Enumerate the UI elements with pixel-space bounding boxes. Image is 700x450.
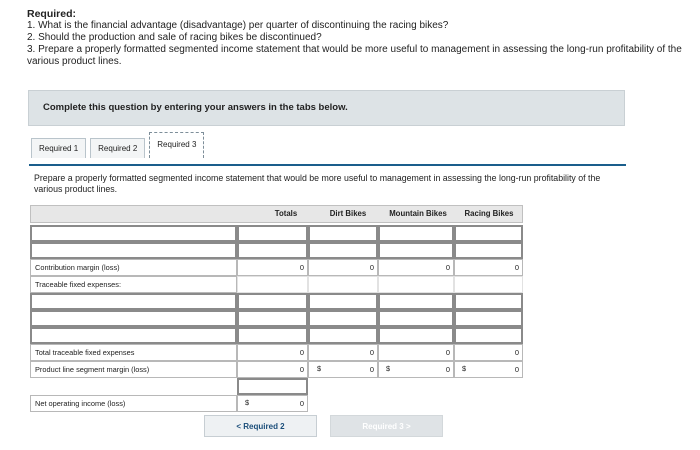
- tab-required-3[interactable]: Required 3: [149, 132, 204, 158]
- line-item-input[interactable]: [30, 242, 237, 259]
- required-item-1: 1. What is the financial advantage (disadvantage) per quarter of discontinuing the racing bikes?: [27, 20, 449, 31]
- table-header-row: [30, 205, 523, 223]
- net-operating-income-row: [30, 395, 523, 412]
- dirt-bikes-input[interactable]: [308, 327, 378, 344]
- mountain-bikes-input[interactable]: [378, 310, 454, 327]
- table-row: [30, 310, 523, 327]
- currency-symbol: $: [386, 364, 391, 373]
- row-label: Product line segment margin (loss): [30, 361, 237, 378]
- totals-input[interactable]: [237, 327, 308, 344]
- chevron-right-icon: >: [405, 422, 411, 431]
- total-traceable-row: [30, 344, 523, 361]
- currency-symbol: $: [245, 398, 250, 407]
- line-item-input[interactable]: [30, 327, 237, 344]
- currency-symbol: $: [317, 364, 322, 373]
- table-row: [30, 225, 523, 242]
- header-racing-bikes: Racing Bikes: [464, 209, 514, 218]
- required-item-3: 3. Prepare a properly formatted segmented income statement that would be more useful to management in assessing the long-run profitability of the various product lines.: [27, 44, 682, 67]
- racing-bikes-input[interactable]: [454, 225, 523, 242]
- totals-input[interactable]: [237, 378, 308, 395]
- dirt-bikes-input[interactable]: [308, 225, 378, 242]
- row-label: Traceable fixed expenses:: [30, 276, 237, 293]
- next-button-label: Required 3: [362, 422, 404, 431]
- traceable-fixed-row: [30, 276, 523, 293]
- totals-input[interactable]: [237, 310, 308, 327]
- racing-bikes-value: 0: [454, 361, 523, 378]
- tab-required-2[interactable]: Required 2: [90, 138, 145, 158]
- mountain-bikes-value: 0: [378, 344, 454, 361]
- tab-bar: [31, 138, 204, 160]
- segment-margin-row: [30, 361, 523, 378]
- totals-input[interactable]: [237, 242, 308, 259]
- header-mountain-bikes: Mountain Bikes: [389, 209, 447, 218]
- row-label: Contribution margin (loss): [30, 259, 237, 276]
- empty-cell: [454, 276, 523, 293]
- row-label: Total traceable fixed expenses: [30, 344, 237, 361]
- racing-bikes-input[interactable]: [454, 310, 523, 327]
- previous-required-2-button[interactable]: [204, 415, 317, 437]
- racing-bikes-input[interactable]: [454, 293, 523, 310]
- tab-required-1[interactable]: Required 1: [31, 138, 86, 158]
- totals-input[interactable]: [237, 293, 308, 310]
- totals-value: 0: [237, 344, 308, 361]
- previous-button-label: Required 2: [243, 422, 285, 431]
- spacer-cell: [30, 378, 237, 395]
- totals-value: 0: [237, 361, 308, 378]
- table-row: [30, 242, 523, 259]
- totals-value: 0: [237, 259, 308, 276]
- dirt-bikes-input[interactable]: [308, 293, 378, 310]
- empty-cell: [378, 276, 454, 293]
- dirt-bikes-input[interactable]: [308, 310, 378, 327]
- dirt-bikes-value: 0: [308, 361, 378, 378]
- table-row: [30, 378, 523, 395]
- racing-bikes-input[interactable]: [454, 327, 523, 344]
- header-totals: Totals: [274, 209, 298, 218]
- mountain-bikes-input[interactable]: [378, 327, 454, 344]
- currency-symbol: $: [462, 364, 467, 373]
- required-instructions: [27, 8, 687, 68]
- racing-bikes-input[interactable]: [454, 242, 523, 259]
- racing-bikes-value: 0: [454, 344, 523, 361]
- dirt-bikes-value: 0: [308, 259, 378, 276]
- row-label: Net operating income (loss): [30, 395, 237, 412]
- table-row: [30, 327, 523, 344]
- next-required-3-button[interactable]: [330, 415, 443, 437]
- totals-value: 0: [237, 395, 308, 412]
- mountain-bikes-value: 0: [378, 361, 454, 378]
- instruction-banner: Complete this question by entering your answers in the tabs below.: [28, 90, 625, 126]
- mountain-bikes-input[interactable]: [378, 242, 454, 259]
- racing-bikes-value: 0: [454, 259, 523, 276]
- required-item-2: 2. Should the production and sale of racing bikes be discontinued?: [27, 32, 322, 43]
- table-row: [30, 293, 523, 310]
- mountain-bikes-input[interactable]: [378, 225, 454, 242]
- dirt-bikes-input[interactable]: [308, 242, 378, 259]
- empty-cell: [237, 276, 308, 293]
- header-dirt-bikes: Dirt Bikes: [329, 209, 367, 218]
- required-title: Required:: [27, 8, 77, 20]
- line-item-input[interactable]: [30, 310, 237, 327]
- mountain-bikes-value: 0: [378, 259, 454, 276]
- line-item-input[interactable]: [30, 293, 237, 310]
- dirt-bikes-value: 0: [308, 344, 378, 361]
- chevron-left-icon: <: [236, 422, 242, 431]
- panel-prompt: Prepare a properly formatted segmented income statement that would be more useful to management in assessing the long-run profitability of the various product lines.: [34, 173, 601, 194]
- empty-cell: [308, 276, 378, 293]
- mountain-bikes-input[interactable]: [378, 293, 454, 310]
- contribution-margin-row: [30, 259, 523, 276]
- totals-input[interactable]: [237, 225, 308, 242]
- line-item-input[interactable]: [30, 225, 237, 242]
